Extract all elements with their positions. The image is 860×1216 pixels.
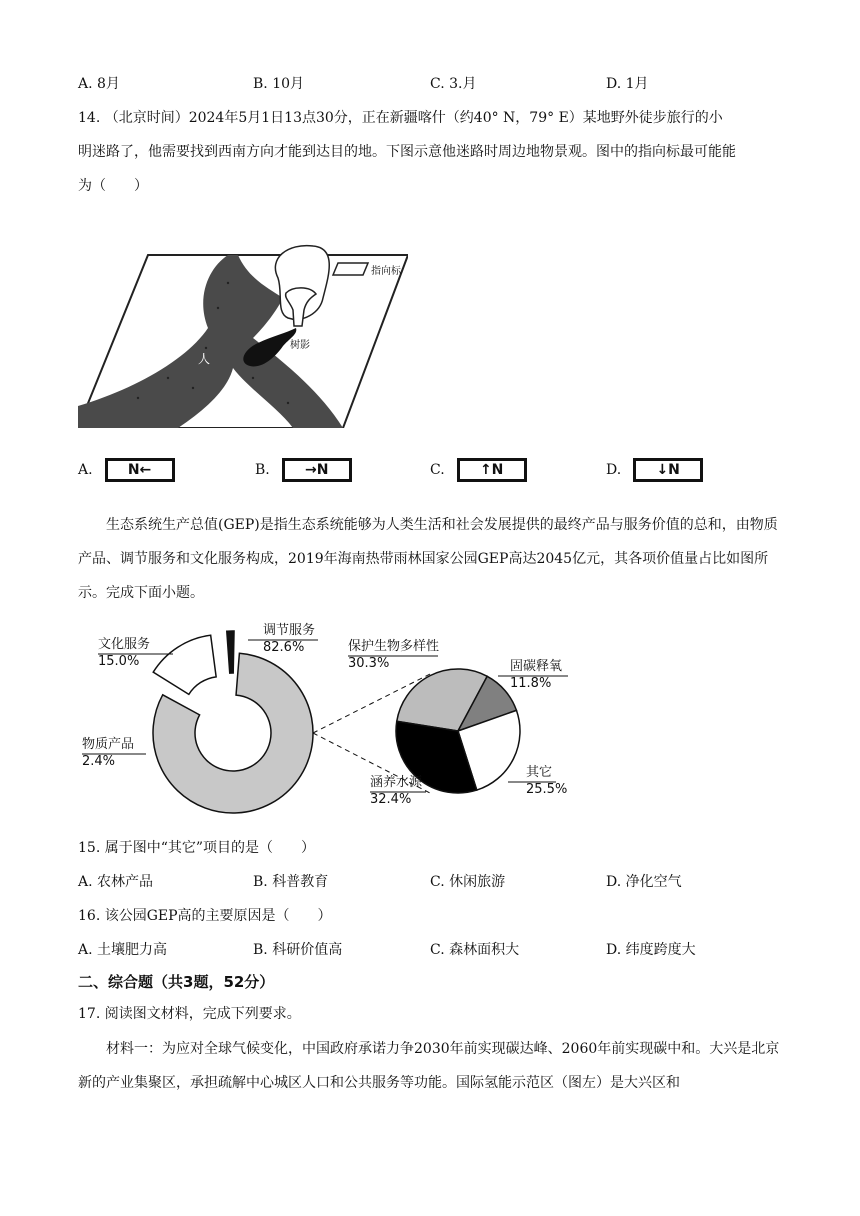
arrow-up-sign-icon: ↑N — [457, 458, 527, 482]
material1-paragraph: 材料一：为应对全球气候变化，中国政府承诺力争2030年前实现碳达峰、2060年前实现碳中和。大兴是北京新的产业集聚区，承担疏解中心城区人口和公共服务等功能。国际氢能示范区（图左）是大兴区和 — [78, 1041, 780, 1091]
pie-value-label-1: 11.8% — [510, 676, 552, 691]
donut-category-label-1: 文化服务 — [98, 637, 151, 652]
q13-option-b: B. 10月 — [253, 76, 305, 92]
q13-option-c: C. 3.月 — [430, 76, 477, 92]
shadow-label: 树影 — [290, 340, 310, 351]
q14-option-d-letter: D. — [606, 462, 622, 478]
q14-option-c — [430, 458, 527, 482]
gep-chart — [78, 618, 598, 818]
q17-stem: 17. 阅读图文材料，完成下列要求。 — [78, 1006, 301, 1022]
donut-value-label-2: 2.4% — [82, 754, 116, 769]
q13-option-d: D. 1月 — [606, 76, 649, 92]
pie-category-label-2: 其它 — [526, 765, 553, 780]
q14-option-c-letter: C. — [430, 462, 445, 478]
q14-stem-line1: 14. （北京时间）2024年5月1日13点30分，正在新疆喀什（约40° N，79° E）某地野外徒步旅行的小 — [78, 110, 723, 126]
q14-option-a — [78, 458, 175, 482]
pie-category-label-0: 保护生物多样性 — [348, 639, 440, 654]
q13-option-a: A. 8月 — [78, 76, 120, 92]
q15-option-c: C. 休闲旅游 — [430, 874, 506, 890]
q16-option-d: D. 纬度跨度大 — [606, 942, 696, 958]
arrow-down-sign-icon: ↓N — [633, 458, 703, 482]
pie-category-label-1: 固碳释氧 — [510, 659, 563, 674]
donut-value-label-1: 15.0% — [98, 654, 140, 669]
sign-label: 指向标 — [371, 266, 401, 277]
donut-value-label-0: 82.6% — [263, 640, 305, 655]
donut-category-label-0: 调节服务 — [263, 623, 316, 638]
section2-title: 二、综合题（共3题，52分） — [78, 973, 275, 991]
pie-category-label-3: 涵养水源 — [370, 775, 423, 790]
pie-value-label-3: 32.4% — [370, 792, 412, 807]
q14-option-b-letter: B. — [255, 462, 270, 478]
q14-landscape-figure — [78, 238, 408, 428]
q16-option-b: B. 科研价值高 — [253, 942, 343, 958]
gep-intro-paragraph: 生态系统生产总值(GEP)是指生态系统能够为人类生活和社会发展提供的最终产品与服务价值的总和，由物质产品、调节服务和文化服务构成，2019年海南热带雨林国家公园GEP高达2045亿元，其各项价值量占比如图所示。完成下面小题。 — [78, 517, 778, 601]
q15-stem: 15. 属于图中“其它”项目的是（ ） — [78, 840, 316, 856]
donut-segment-2 — [227, 631, 234, 673]
q14-option-b — [255, 458, 352, 482]
q15-option-b: B. 科普教育 — [253, 874, 329, 890]
arrow-right-sign-icon: →N — [282, 458, 352, 482]
q15-option-d: D. 净化空气 — [606, 874, 682, 890]
person-label: 人 — [198, 352, 211, 366]
q15-option-a: A. 农林产品 — [78, 874, 154, 890]
arrow-left-sign-icon: N← — [105, 458, 175, 482]
pie-value-label-0: 30.3% — [348, 656, 390, 671]
donut-segment-1 — [153, 635, 216, 694]
q14-option-a-letter: A. — [78, 462, 93, 478]
q16-stem: 16. 该公园GEP高的主要原因是（ ） — [78, 908, 332, 924]
q14-stem-line3: 为（ ） — [78, 178, 148, 194]
q16-option-c: C. 森林面积大 — [430, 942, 520, 958]
pie-value-label-2: 25.5% — [526, 782, 568, 797]
q16-option-a: A. 土壤肥力高 — [78, 942, 168, 958]
q14-stem-line2: 明迷路了，他需要找到西南方向才能到达目的地。下图示意他迷路时周边地物景观。图中的指向标最可能能 — [78, 144, 736, 160]
donut-category-label-2: 物质产品 — [82, 737, 135, 752]
q14-option-d — [606, 458, 703, 482]
